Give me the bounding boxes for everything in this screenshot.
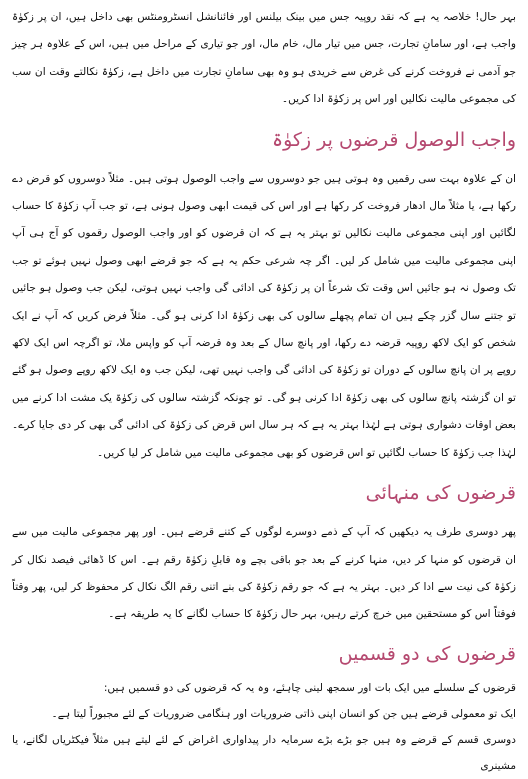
intro-paragraph: بہر حال! خلاصہ یہ ہے کہ نقد روپیہ جس میں بینک بیلنس اور فائنانشل انسٹرومنٹس بھی داخل ہیں، ان پر زکوٰۃ واجب ہے، اور سامانِ تجارت، جس میں تیار مال، خام مال، اور جو تیاری کے مراحل میں ہیں، اس کے علاوہ ہر چیز جو آدمی نے فروخت کرنے کی غرض سے خریدی ہو وہ بھی سامانِ تجارت میں داخل ہے، زکوٰۃ نکالتے وقت ان سب کی مجموعی مالیت نکالیں اور اس پر زکوٰۃ ادا کریں۔ xyxy=(12,11,516,106)
two-kinds-of-debt-heading: قرضوں کی دو قسمیں xyxy=(338,642,516,665)
receivable-debts-paragraph: ان کے علاوہ بہت سی رقمیں وہ ہوتی ہیں جو دوسروں سے واجب الوصول ہوتی ہیں۔ مثلاً دوسروں کو قرض دے رکھا ہے، یا مثلاً مال ادھار فروخت کر رکھا ہے اور اس کی قیمت ابھی وصول ہونی ہے، تو جب آپ زکوٰۃ کا حساب لگائیں اور اپنی مجموعی مالیت نکالیں تو بہتر یہ ہے کہ ان قرضوں کو اور واجب الوصول رقموں کو آج ہی آپ اپنی مجموعی مالیت میں شامل کر لیں۔ اگر چہ شرعی حکم یہ ہے کہ جو قرضے ابھی وصول نہیں ہوئے تو جب تک وصول نہ ہو جائیں اس وقت تک شرعاً ان پر زکوٰۃ کی ادائی گی واجب نہیں ہوتی، لیکن جب وصول ہو جائیں تو جتنے سال گزر چکے ہیں ان تمام پچھلے سالوں کی بھی زکوٰۃ ادا کرنی ہو گی۔ مثلاً فرض کریں کہ آپ نے ایک شخص کو ایک لاکھ روپیہ قرضہ دے رکھا، اور پانچ سال کے بعد وہ قرضہ آپ کو واپس ملا، تو اگرچہ اس ایک لاکھ روپے پر ان پانچ سالوں کے دوران تو زکوٰۃ کی ادائی گی واجب نہیں تھی، لیکن جب وہ ایک لاکھ روپے وصول ہو گئے تو ان گزشتہ پانچ سالوں کی بھی زکوٰۃ ادا کرنی ہو گی۔ تو چونکہ گزشتہ سالوں کی زکوٰۃ یک مشت ادا کرنے میں بعض اوقات دشواری ہوتی ہے لہٰذا بہتر یہ ہے کہ ہر سال اس قرض کی زکوٰۃ کی ادائی گی بھی کر دی جایا کرے۔ لہٰذا جب زکوٰۃ کا حساب لگائیں تو اس قرضوں کو بھی مجموعی مالیت میں شامل کر لیا کریں۔ xyxy=(12,172,516,459)
first-kind-line: ایک تو معمولی قرضے ہیں جن کو انسان اپنی ذاتی ضروریات اور ہنگامی ضروریات کے لئے مجبوراً لیتا ہے۔ xyxy=(51,707,516,720)
two-kinds-intro-line: قرضوں کے سلسلے میں ایک بات اور سمجھ لینی چاہئے، وہ یہ کہ قرضوں کی دو قسمیں ہیں: xyxy=(103,681,516,694)
second-kind-line: دوسری قسم کے قرضے وہ ہیں جو بڑے بڑے سرمایہ دار پیداواری اغراض کے لئے لیتے ہیں مثلاً فیکٹریاں لگانے، یا مشینری xyxy=(12,733,516,772)
two-kinds-of-debt-section xyxy=(12,629,516,779)
debt-deduction-section xyxy=(12,467,516,629)
receivable-debts-heading: واجب الوصول قرضوں پر زکوٰۃ xyxy=(271,128,516,151)
receivable-debts-section xyxy=(12,114,516,467)
debt-deduction-heading: قرضوں کی منہائی xyxy=(365,482,516,505)
intro-section xyxy=(12,4,516,114)
debt-deduction-paragraph: پھر دوسری طرف یہ دیکھیں کہ آپ کے ذمے دوسرے لوگوں کے کتنے قرضے ہیں۔ اور پھر مجموعی مالیت میں سے ان قرضوں کو منہا کر دیں، منہا کرنے کے بعد جو باقی بچے وہ قابلِ زکوٰۃ رقم ہے۔ اس کا ڈھائی فیصد نکال کر زکوٰۃ کی نیت سے ادا کر دیں۔ بہتر یہ ہے کہ جو رقم زکوٰۃ کی بنے اتنی رقم الگ نکال کر محفوظ کر لیں، پھر وقتاً فوقتاً اس کو مستحقین میں خرچ کرتے رہیں، بہر حال زکوٰۃ کا حساب لگانے کا یہ طریقہ ہے۔ xyxy=(12,526,516,621)
